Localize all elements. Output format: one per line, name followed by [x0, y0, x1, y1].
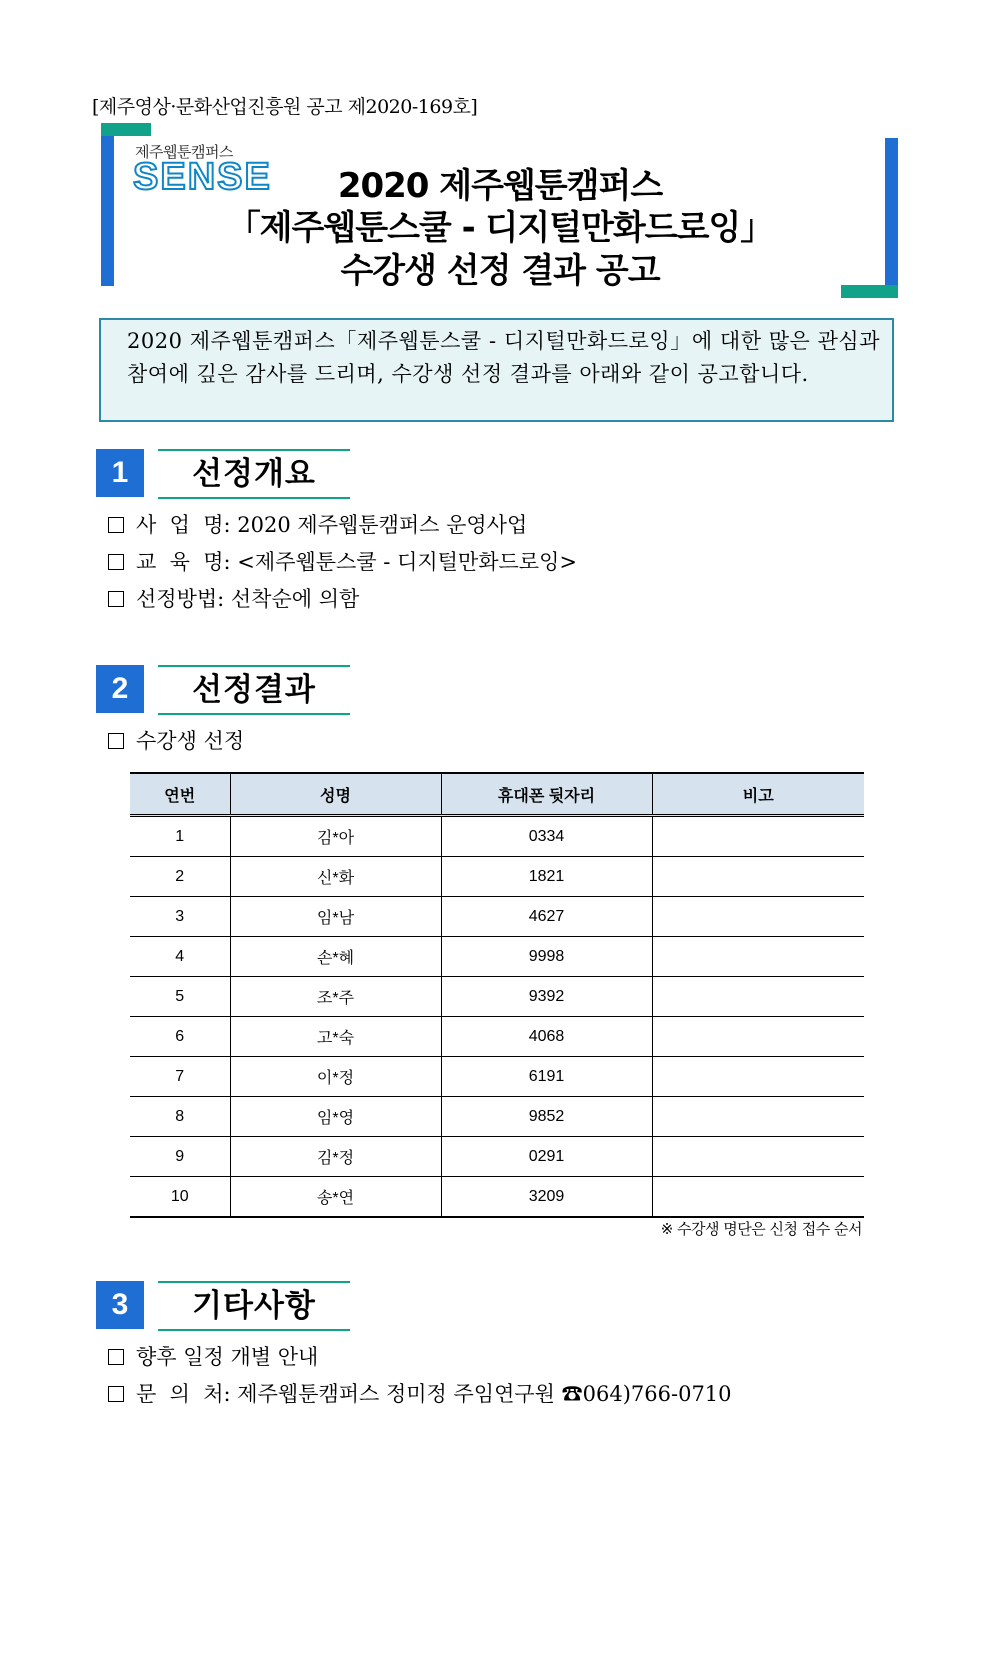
- checkbox-icon: [108, 733, 124, 749]
- table-row: [130, 1097, 864, 1137]
- cell-name: 손*혜: [230, 937, 441, 977]
- checkbox-icon: [108, 591, 124, 607]
- title-line-2: 「제주웹툰스쿨 - 디지털만화드로잉」: [226, 208, 774, 248]
- title-line-3: 수강생 선정 결과 공고: [340, 251, 660, 291]
- results-table: [130, 772, 864, 1218]
- cell-no: 7: [130, 1057, 230, 1097]
- title-line-1: 2020 제주웹툰캠퍼스: [337, 166, 663, 206]
- cell-no: 4: [130, 937, 230, 977]
- section-3-number: 3: [96, 1281, 144, 1329]
- section-2-title: 선정결과: [158, 665, 350, 715]
- table-row: [130, 937, 864, 977]
- notice-number: [제주영상·문화산업진흥원 공고 제2020-169호]: [92, 96, 478, 118]
- checkbox-icon: [108, 554, 124, 570]
- cell-no: 1: [130, 816, 230, 857]
- header-left-bar: [101, 134, 114, 286]
- cell-no: 10: [130, 1177, 230, 1218]
- cell-remark: [652, 1057, 864, 1097]
- cell-name: 임*남: [230, 897, 441, 937]
- checkbox-icon: [108, 1349, 124, 1365]
- section-1-item: 교 육 명: <제주웹툰스쿨 - 디지털만화드로잉>: [108, 546, 577, 576]
- cell-remark: [652, 1097, 864, 1137]
- table-row: [130, 897, 864, 937]
- section-1-item: 사 업 명: 2020 제주웹툰캠퍼스 운영사업: [108, 509, 527, 539]
- header-remark: 비고: [652, 773, 864, 816]
- header-name: 성명: [230, 773, 441, 816]
- table-row: [130, 1177, 864, 1218]
- cell-phone: 0334: [441, 816, 652, 857]
- cell-name: 임*영: [230, 1097, 441, 1137]
- cell-remark: [652, 857, 864, 897]
- cell-phone: 1821: [441, 857, 652, 897]
- section-1-item: 선정방법: 선착순에 의함: [108, 583, 359, 613]
- section-3-item: 문 의 처: 제주웹툰캠퍼스 정미정 주임연구원 ☎064)766-0710: [108, 1378, 732, 1408]
- cell-no: 3: [130, 897, 230, 937]
- cell-phone: 4068: [441, 1017, 652, 1057]
- table-row: [130, 816, 864, 857]
- cell-no: 9: [130, 1137, 230, 1177]
- checkbox-icon: [108, 517, 124, 533]
- cell-phone: 4627: [441, 897, 652, 937]
- cell-remark: [652, 816, 864, 857]
- cell-no: 6: [130, 1017, 230, 1057]
- cell-no: 8: [130, 1097, 230, 1137]
- cell-phone: 9998: [441, 937, 652, 977]
- section-2-number: 2: [96, 665, 144, 713]
- cell-remark: [652, 1017, 864, 1057]
- table-row: [130, 857, 864, 897]
- header-phone: 휴대폰 뒷자리: [441, 773, 652, 816]
- cell-phone: 9852: [441, 1097, 652, 1137]
- logo-caption: 제주웹툰캠퍼스: [135, 143, 233, 161]
- table-row: [130, 1017, 864, 1057]
- cell-no: 2: [130, 857, 230, 897]
- sense-logo: SENSE: [133, 156, 272, 198]
- table-note: ※ 수강생 명단은 신청 접수 순서: [660, 1220, 862, 1238]
- intro-text: 2020 제주웹툰캠퍼스「제주웹툰스쿨 - 디지털만화드로잉」에 대한 많은 관심과 참여에 깊은 감사를 드리며, 수강생 선정 결과를 아래와 같이 공고합니다.: [127, 329, 880, 386]
- intro-box: [99, 318, 894, 422]
- cell-no: 5: [130, 977, 230, 1017]
- table-row: [130, 1057, 864, 1097]
- cell-name: 김*정: [230, 1137, 441, 1177]
- section-2-item: 수강생 선정: [108, 725, 244, 755]
- cell-remark: [652, 1137, 864, 1177]
- cell-remark: [652, 977, 864, 1017]
- cell-name: 김*아: [230, 816, 441, 857]
- cell-name: 송*연: [230, 1177, 441, 1218]
- section-1-title: 선정개요: [158, 449, 350, 499]
- table-row: [130, 977, 864, 1017]
- cell-remark: [652, 1177, 864, 1218]
- cell-remark: [652, 937, 864, 977]
- cell-phone: 0291: [441, 1137, 652, 1177]
- cell-name: 고*숙: [230, 1017, 441, 1057]
- table-row: [130, 1137, 864, 1177]
- header-no: 연번: [130, 773, 230, 816]
- table-header-row: [130, 773, 864, 816]
- cell-phone: 3209: [441, 1177, 652, 1218]
- cell-phone: 9392: [441, 977, 652, 1017]
- section-3-item: 향후 일정 개별 안내: [108, 1341, 318, 1371]
- checkbox-icon: [108, 1386, 124, 1402]
- cell-name: 신*화: [230, 857, 441, 897]
- cell-name: 조*주: [230, 977, 441, 1017]
- section-3-title: 기타사항: [158, 1281, 350, 1331]
- header-right-bar: [885, 138, 898, 288]
- section-1-number: 1: [96, 449, 144, 497]
- cell-name: 이*정: [230, 1057, 441, 1097]
- cell-remark: [652, 897, 864, 937]
- cell-phone: 6191: [441, 1057, 652, 1097]
- header-left-tab: [101, 123, 151, 136]
